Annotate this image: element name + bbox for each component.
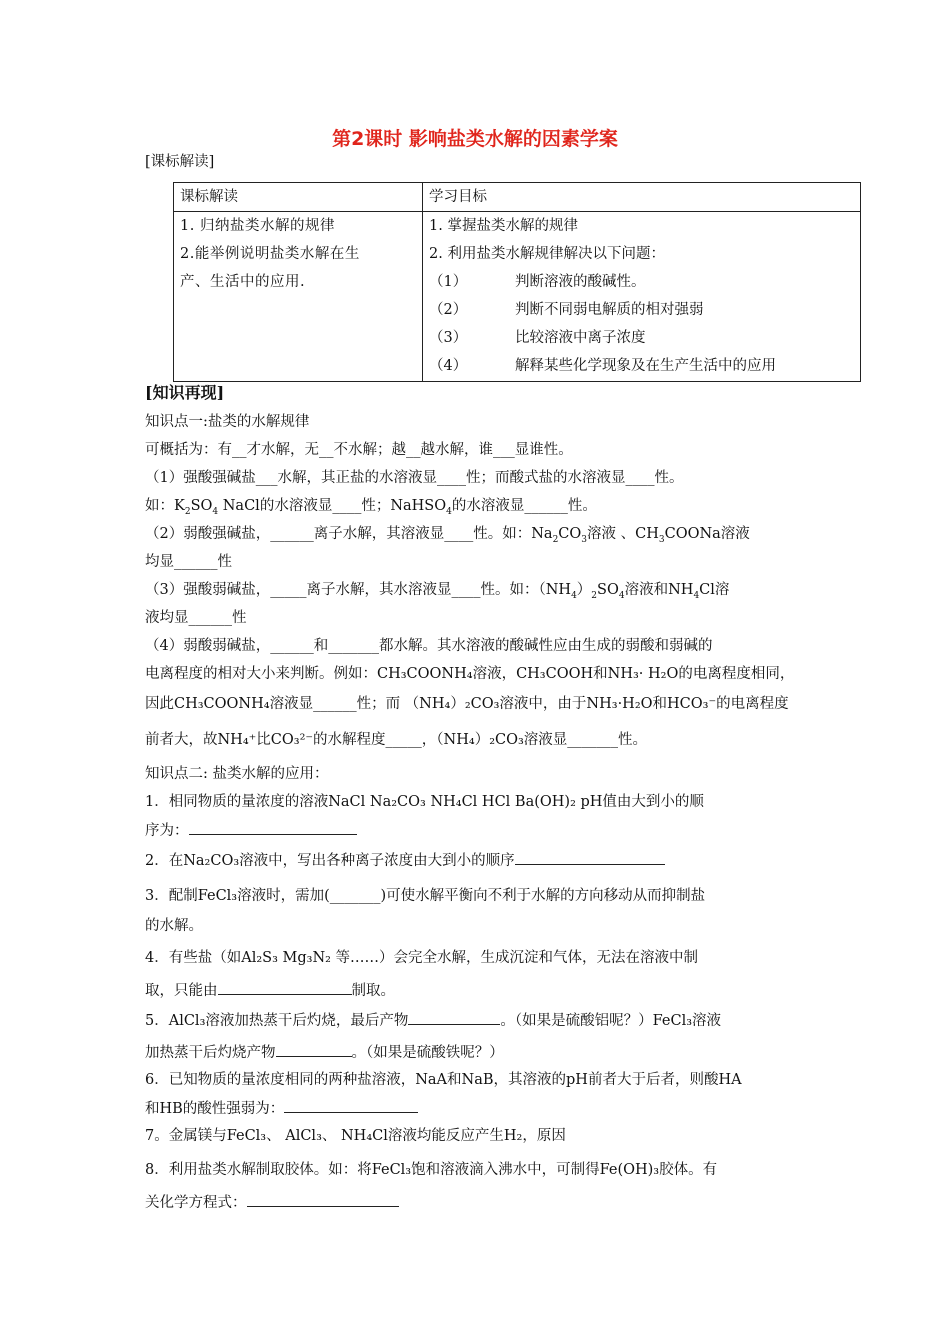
answer-blank	[247, 1192, 399, 1207]
rule-line: 可概括为：有__才水解，无__不水解；越__越水解，谁___显谁性。	[145, 442, 573, 458]
goal-item: （3） 比较溶液中离子浓度	[429, 330, 646, 346]
curriculum-table	[173, 182, 861, 382]
answer-blank	[276, 1042, 352, 1057]
table-header-right: 学习目标	[423, 183, 861, 212]
question-6: 6．已知物质的量浓度相同的两种盐溶液，NaA和NaB，其溶液的pH前者大于后者，则酸HA	[145, 1072, 742, 1088]
question-4: 4．有些盐（如Al₂S₃ Mg₃N₂ 等……）会完全水解，生成沉淀和气体，无法在溶液中制	[145, 950, 699, 966]
question-2: 2．在Na₂CO₃溶液中，写出各种离子浓度由大到小的顺序	[145, 850, 665, 871]
table-line: 2.能举例说明盐类水解在生	[180, 246, 360, 262]
goal-item: （2） 判断不同弱电解质的相对强弱	[429, 302, 704, 318]
answer-blank	[218, 980, 352, 995]
answer-blank	[515, 850, 665, 865]
point-3-cont: 液均显______性	[145, 610, 247, 626]
point-4-line4: 前者大，故NH₄⁺比CO₃²⁻的水解程度_____，（NH₄）₂CO₃溶液显_______性。	[145, 732, 648, 748]
question-5-cont: 加热蒸干后灼烧产物 。（如果是硫酸铁呢？）	[145, 1042, 504, 1063]
point-2: （2）弱酸强碱盐，______离子水解，其溶液显____性。如：$Na_2CO_3$溶液 、$CH_3COONa$溶液	[145, 526, 750, 545]
question-5: 5．AlCl₃溶液加热蒸干后灼烧，最后产物 。（如果是硫酸铝呢？）FeCl₃溶液	[145, 1010, 721, 1031]
point-4: （4）弱酸弱碱盐，______和_______都水解。其水溶液的酸碱性应由生成的弱酸和弱碱的	[145, 638, 713, 654]
section-label: [课标解读]	[145, 154, 215, 170]
question-8-cont: 关化学方程式：	[145, 1192, 399, 1213]
table-line: 1. 归纳盐类水解的规律	[180, 218, 335, 234]
question-1-cont: 序为：	[145, 820, 357, 841]
point-1: （1）强酸强碱盐___水解，其正盐的水溶液显____性；而酸式盐的水溶液显____性。	[145, 470, 684, 486]
question-3-cont: 的水解。	[145, 918, 203, 934]
question-8: 8．利用盐类水解制取胶体。如：将FeCl₃饱和溶液滴入沸水中，可制得Fe(OH)₃胶体。有	[145, 1162, 718, 1178]
point-4-line2: 电离程度的相对大小来判断。例如：CH₃COONH₄溶液，CH₃COOH和NH₃· H₂O的电离程度相同，	[145, 666, 795, 682]
table-line: 产、生活中的应用.	[180, 274, 306, 290]
table-header-left: 课标解读	[174, 183, 423, 212]
point-2-cont: 均显______性	[145, 554, 232, 570]
kp2-title: 知识点二: 盐类水解的应用：	[145, 766, 329, 782]
knowledge-heading: [知识再现]	[145, 383, 225, 402]
learning-goals-cell	[423, 212, 861, 382]
question-7: 7。金属镁与FeCl₃、 AlCl₃、 NH₄Cl溶液均能反应产生H₂，原因	[145, 1128, 566, 1144]
goal-item: （1） 判断溶液的酸碱性。	[429, 274, 646, 290]
point-3: （3）强酸弱碱盐，_____离子水解，其水溶液显____性。如：$(NH_4)_2SO_4$溶液和$NH_4Cl$溶	[145, 582, 730, 601]
table-line: 1. 掌握盐类水解的规律	[429, 218, 578, 234]
table-line: 2. 利用盐类水解规律解决以下问题：	[429, 246, 665, 262]
goal-item: （4） 解释某些化学现象及在生产生活中的应用	[429, 358, 776, 374]
curriculum-interpretation-cell	[174, 212, 423, 382]
answer-blank	[408, 1010, 500, 1025]
answer-blank	[284, 1098, 418, 1113]
question-1: 1．相同物质的量浓度的溶液NaCl Na₂CO₃ NH₄Cl HCl Ba(OH)₂ pH值由大到小的顺	[145, 794, 704, 810]
point-4-line3: 因此CH₃COONH₄溶液显______性；而 （NH₄）₂CO₃溶液中，由于NH₃·H₂O和HCO₃⁻的电离程度	[145, 696, 789, 712]
answer-blank	[189, 820, 357, 835]
page-title: 第2课时 影响盐类水解的因素学案	[332, 128, 618, 150]
question-6-cont: 和HB的酸性强弱为：	[145, 1098, 418, 1119]
kp1-title: 知识点一:盐类的水解规律	[145, 414, 310, 430]
question-4-cont: 取，只能由 制取。	[145, 980, 395, 1001]
point-1-example: 如：$K_2SO_4$ NaCl的水溶液显____性；NaHSO$_4$的水溶液显______性。	[145, 498, 597, 517]
question-3: 3．配制FeCl₃溶液时，需加(_______)可使水解平衡向不利于水解的方向移动从而抑制盐	[145, 888, 706, 904]
